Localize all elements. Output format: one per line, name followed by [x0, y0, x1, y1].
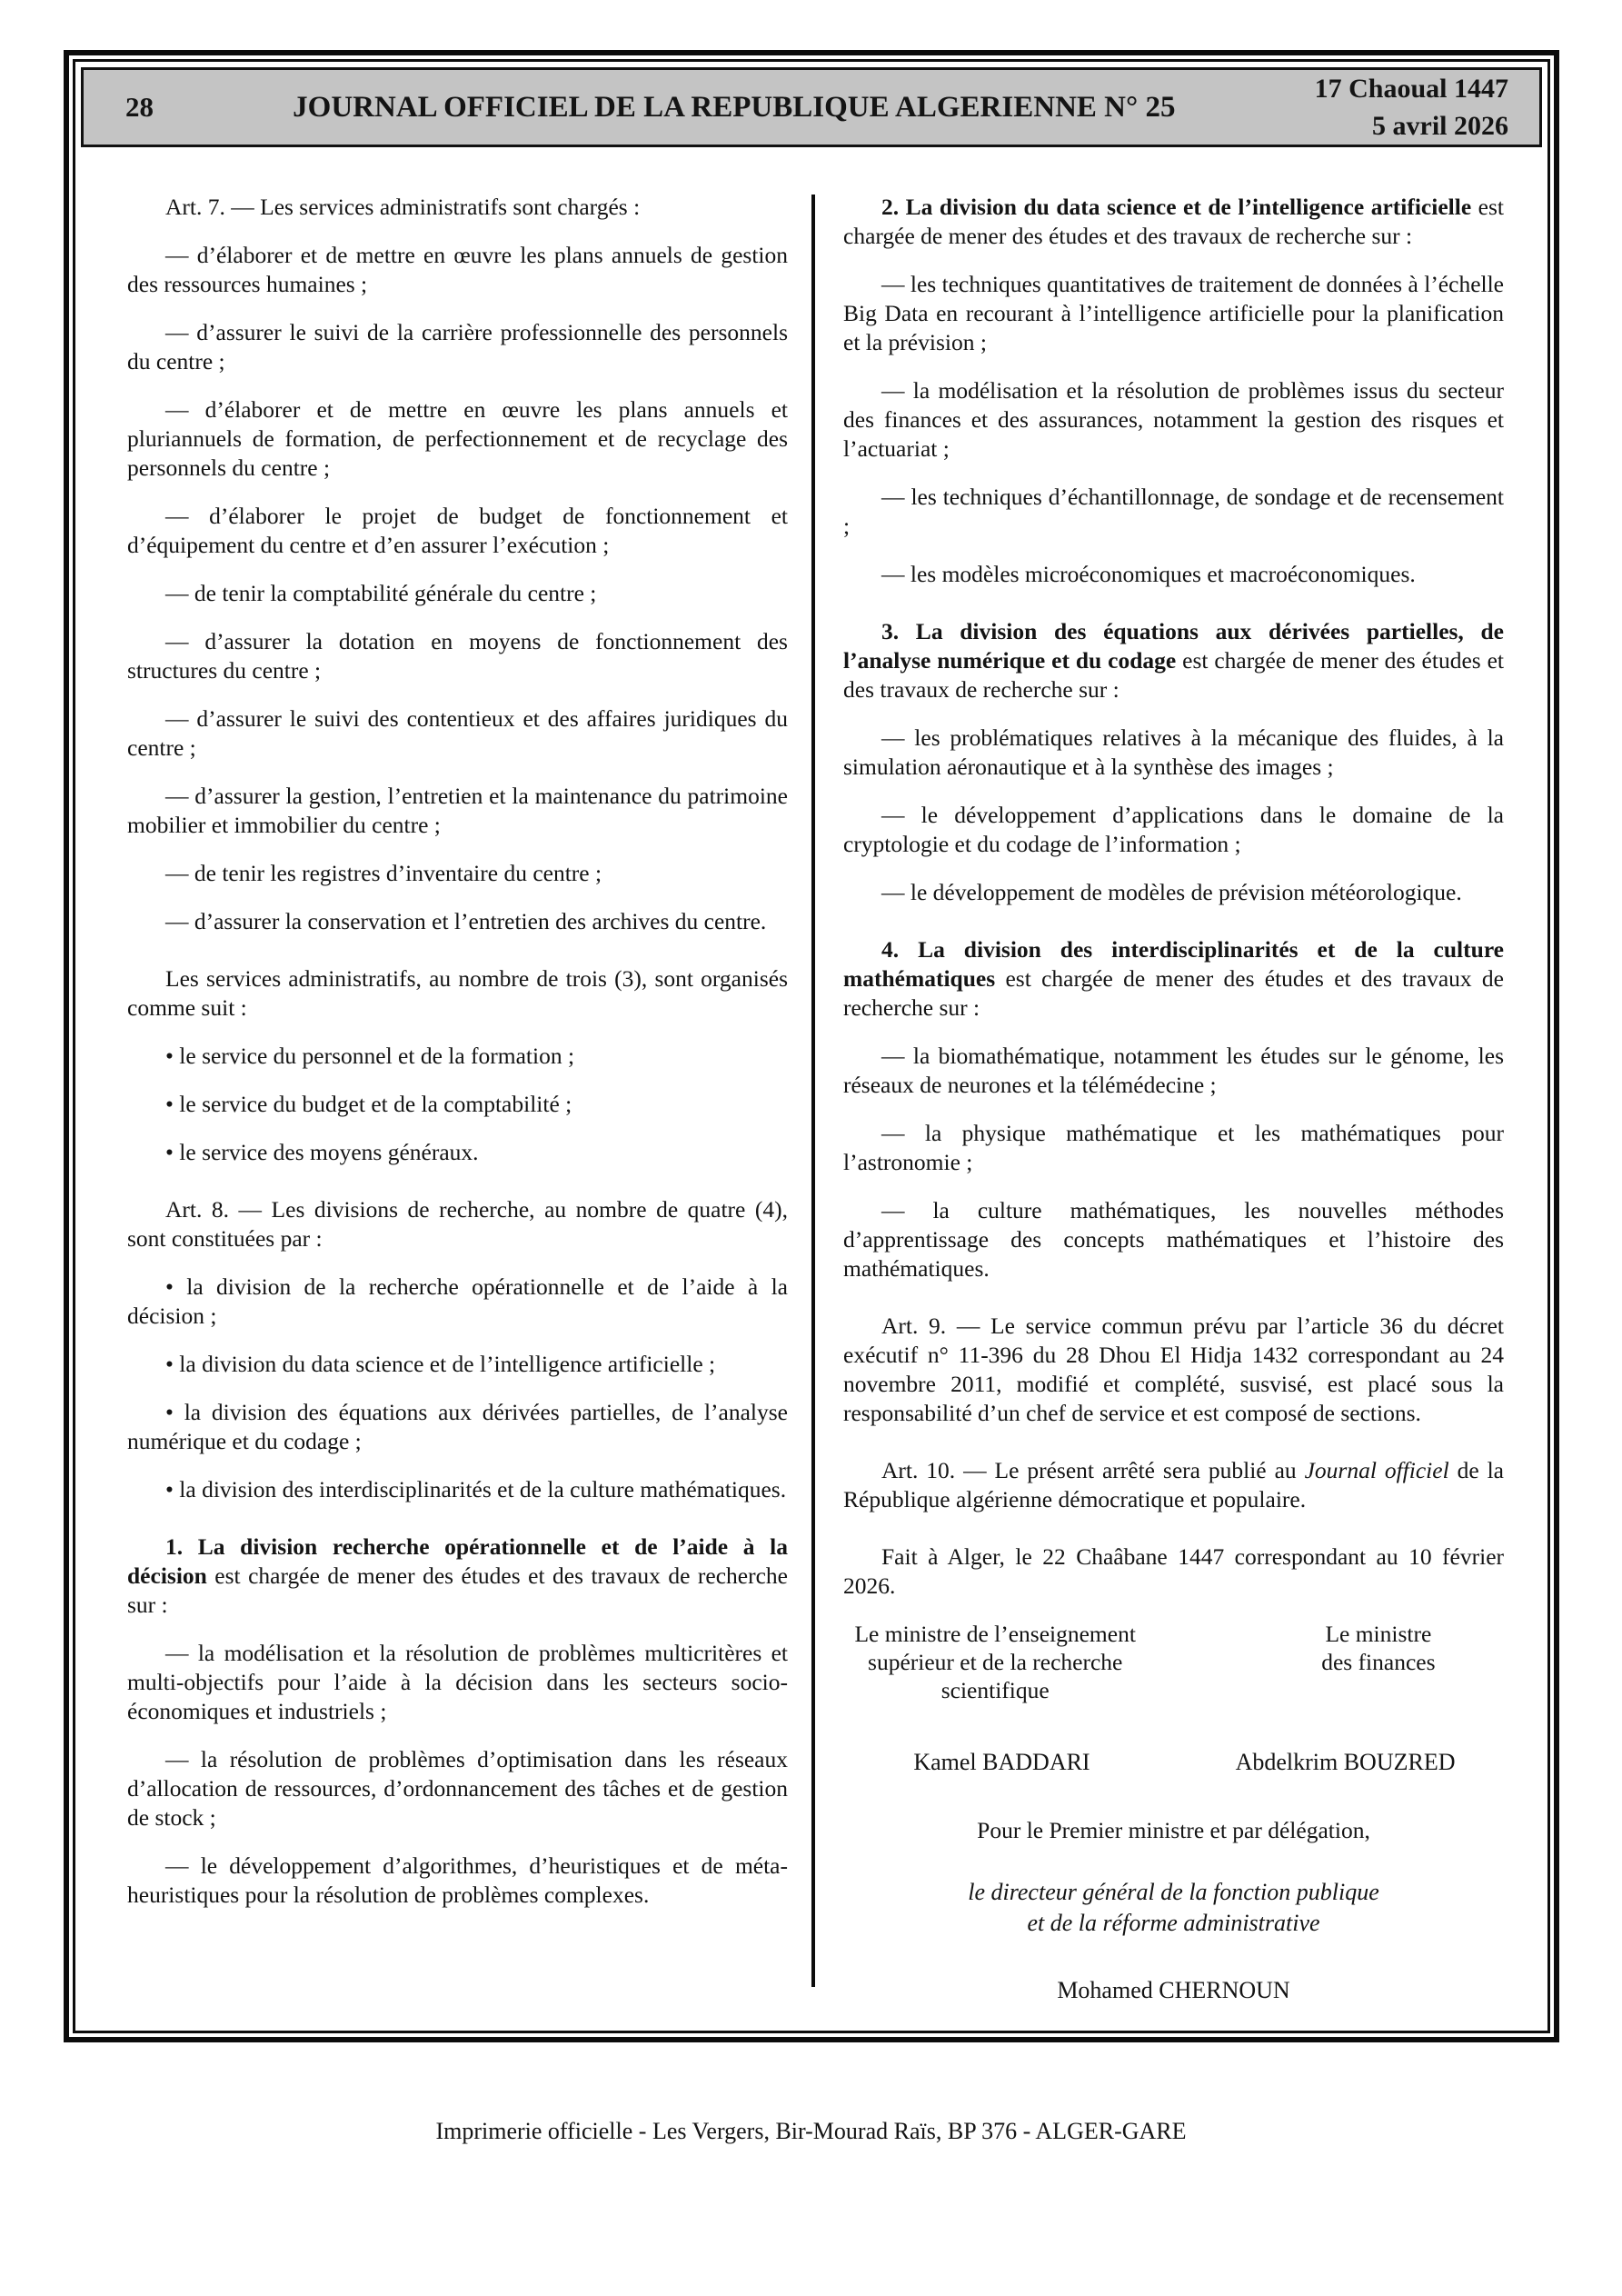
signature-names-row: [843, 1748, 1504, 1776]
paragraph: [127, 395, 788, 483]
text-run: • la division de la recherche opérationnelle et de l’aide à la décision ;: [127, 1273, 788, 1329]
paragraph: [127, 1042, 788, 1071]
paragraph: [127, 193, 788, 222]
paragraph: [843, 1042, 1504, 1100]
text-run: — le développement d’applications dans le domaine de la cryptologie et du codage de l’information ;: [843, 802, 1504, 857]
paragraph: [843, 270, 1504, 357]
paragraph: [843, 724, 1504, 782]
text-run: 2. La division du data science et de l’intelligence artificielle: [881, 194, 1472, 220]
paragraph: [127, 1852, 788, 1910]
text-run: Art. 7. — Les services administratifs sont chargés :: [165, 194, 641, 220]
page-number: 28: [125, 91, 154, 123]
text-run: • le service des moyens généraux.: [165, 1139, 479, 1165]
paragraph: [843, 193, 1504, 251]
paragraph: [843, 1456, 1504, 1514]
paragraph: [127, 1195, 788, 1253]
text-run: • le service du budget et de la comptabilité ;: [165, 1091, 572, 1117]
paragraph: [127, 318, 788, 376]
text-run: — le développement d’algorithmes, d’heuristiques et de méta-heuristiques pour la résolution de problèmes complexes.: [127, 1852, 788, 1908]
text-run: Les services administratifs, au nombre de trois (3), sont organisés comme suit :: [127, 965, 788, 1021]
paragraph: [127, 1090, 788, 1119]
director-title-lines: [843, 1877, 1504, 1939]
text-run: — le développement de modèles de prévision météorologique.: [881, 879, 1462, 905]
paragraph: [843, 878, 1504, 907]
paragraph: [127, 907, 788, 936]
paragraph: [127, 627, 788, 685]
text-line: des finances: [1321, 1649, 1436, 1675]
text-line: Le ministre de l’enseignement: [854, 1621, 1136, 1647]
date-hijri: 17 Chaoual 1447: [1314, 74, 1508, 104]
text-run: — la résolution de problèmes d’optimisation dans les réseaux d’allocation de ressources, d’ordonnancement des tâches et de gestion de stock ;: [127, 1746, 788, 1831]
text-line: le directeur général de la fonction publique: [968, 1879, 1379, 1905]
text-run: — les problématiques relatives à la mécanique des fluides, à la simulation aéronautique et à la synthèse des images ;: [843, 724, 1504, 780]
text-run: est chargée de mener des études et des travaux de recherche sur :: [843, 647, 1505, 703]
text-run: — les modèles microéconomiques et macroéconomiques.: [881, 561, 1416, 587]
paragraph: [127, 782, 788, 840]
text-run: — d’assurer le suivi des contentieux et des affaires juridiques du centre ;: [127, 705, 788, 761]
right-column: [843, 193, 1504, 2004]
text-line: scientifique: [940, 1677, 1050, 1703]
signature-name-left: Kamel BADDARI: [913, 1749, 1090, 1775]
text-line: et de la réforme administrative: [1027, 1910, 1320, 1936]
paragraph: [843, 560, 1504, 589]
paragraph: [843, 483, 1504, 541]
header-band: [81, 67, 1542, 147]
paragraph: [127, 241, 788, 299]
text-run: • la division des interdisciplinarités et de la culture mathématiques.: [165, 1476, 787, 1502]
paragraph: [127, 1138, 788, 1167]
text-run: 1. La division recherche opérationnelle et de l’aide à la décision: [127, 1533, 788, 1589]
text-run: — d’élaborer et de mettre en œuvre les plans annuels et pluriannuels de formation, de perfectionnement et de recyclage des personnels du centre ;: [127, 396, 788, 481]
paragraph: [843, 1542, 1504, 1601]
text-run: — les techniques quantitatives de traitement de données à l’échelle Big Data en recourant à l’intelligence artificielle pour la planification et la prévision ;: [843, 271, 1504, 355]
text-run: est chargée de mener des études et des travaux de recherche sur :: [843, 965, 1504, 1021]
text-run: — la modélisation et la résolution de problèmes issus du secteur des finances et des assurances, notamment la gestion des risques et l’actuariat ;: [843, 377, 1504, 462]
paragraph: [843, 1196, 1504, 1283]
paragraph: [127, 1639, 788, 1726]
text-run: — la physique mathématique et les mathématiques pour l’astronomie ;: [843, 1120, 1504, 1175]
paragraph: [843, 1119, 1504, 1177]
paragraph: [843, 1312, 1504, 1428]
paragraph: [127, 502, 788, 560]
paragraph: [127, 964, 788, 1023]
paragraph: [843, 617, 1504, 704]
paragraph: [127, 1398, 788, 1456]
text-run: — d’élaborer le projet de budget de fonctionnement et d’équipement du centre et d’en assurer l’exécution ;: [127, 503, 788, 558]
text-run: Art. 10. — Le présent arrêté sera publié au: [881, 1457, 1305, 1483]
paragraph: [127, 859, 788, 888]
column-divider-rule: [811, 195, 815, 1987]
text-run: Art. 8. — Les divisions de recherche, au nombre de quatre (4), sont constituées par :: [127, 1196, 788, 1252]
paragraph: [127, 704, 788, 763]
text-run: est chargée de mener des études et des travaux de recherche sur :: [843, 194, 1504, 249]
left-column: [127, 193, 788, 1929]
text-run: 4. La division des interdisciplinarités et de la culture mathématiques: [843, 936, 1504, 992]
text-line: Le ministre: [1325, 1621, 1432, 1647]
text-run: de la République algérienne démocratique et populaire.: [843, 1457, 1504, 1512]
text-run: — d’assurer le suivi de la carrière professionnelle des personnels du centre ;: [127, 319, 788, 374]
paragraph: [127, 1350, 788, 1379]
text-run: — d’assurer la conservation et l’entretien des archives du centre.: [165, 908, 767, 934]
delegation-line: Pour le Premier ministre et par délégation,: [977, 1817, 1370, 1843]
text-run: • le service du personnel et de la formation ;: [165, 1043, 575, 1069]
text-run: 3. La division des équations aux dérivées partielles, de l’analyse numérique et du codage: [843, 618, 1504, 674]
right-column-paragraphs: [843, 193, 1504, 1601]
text-run: • la division des équations aux dérivées partielles, de l’analyse numérique et du codage ;: [127, 1399, 788, 1454]
minister-title-left: [843, 1620, 1147, 1704]
text-run: — d’élaborer et de mettre en œuvre les plans annuels de gestion des ressources humaines ;: [127, 242, 788, 297]
paragraph: [843, 801, 1504, 859]
text-run: — la modélisation et la résolution de problèmes multicritères et multi-objectifs pour l’aide à la décision dans les secteurs socio-économiques et industriels ;: [127, 1640, 788, 1724]
minister-title-right: [1253, 1620, 1504, 1704]
imprint-line: Imprimerie officielle - Les Vergers, Bir-Mourad Raïs, BP 376 - ALGER-GARE: [435, 2118, 1187, 2144]
text-run: — la biomathématique, notamment les études sur le génome, les réseaux de neurones et la télémédecine ;: [843, 1043, 1504, 1098]
paragraph: [127, 579, 788, 608]
text-run: — de tenir la comptabilité générale du centre ;: [165, 580, 597, 606]
date-gregorian: 5 avril 2026: [1372, 111, 1508, 141]
text-run: — les techniques d’échantillonnage, de sondage et de recensement ;: [843, 484, 1504, 539]
text-run: Journal officiel: [1304, 1457, 1449, 1483]
paragraph: [127, 1745, 788, 1832]
text-run: Art. 9. — Le service commun prévu par l’article 36 du décret exécutif n° 11-396 du 28 Dhou El Hidja 1432 correspondant au 24 novembre 2011, modifié et complété, susvisé, est placé sous la responsabilité d’un chef de service et est composé de sections.: [843, 1313, 1504, 1426]
text-run: — la culture mathématiques, les nouvelles méthodes d’apprentissage des concepts mathématiques et l’histoire des mathématiques.: [843, 1197, 1504, 1282]
text-run: — d’assurer la dotation en moyens de fonctionnement des structures du centre ;: [127, 628, 788, 684]
paragraph: [843, 935, 1504, 1023]
paragraph: [127, 1532, 788, 1620]
text-line: supérieur et de la recherche: [868, 1649, 1123, 1675]
ministers-row: [843, 1620, 1504, 1704]
paragraph: [127, 1475, 788, 1504]
text-run: — de tenir les registres d’inventaire du centre ;: [165, 860, 602, 886]
paragraph: [843, 376, 1504, 464]
text-run: — d’assurer la gestion, l’entretien et la maintenance du patrimoine mobilier et immobilier du centre ;: [127, 783, 788, 838]
text-run: • la division du data science et de l’intelligence artificielle ;: [165, 1351, 716, 1377]
journal-title: JOURNAL OFFICIEL DE LA REPUBLIQUE ALGERIENNE N° 25: [293, 90, 1176, 124]
header-dates: [1315, 70, 1508, 145]
signature-name-right: Abdelkrim BOUZRED: [1235, 1749, 1456, 1775]
director-name: Mohamed CHERNOUN: [1057, 1977, 1290, 2003]
paragraph: [127, 1273, 788, 1331]
text-run: est chargée de mener des études et des travaux de recherche sur :: [127, 1562, 788, 1618]
text-run: Fait à Alger, le 22 Chaâbane 1447 correspondant au 10 février 2026.: [843, 1543, 1504, 1599]
